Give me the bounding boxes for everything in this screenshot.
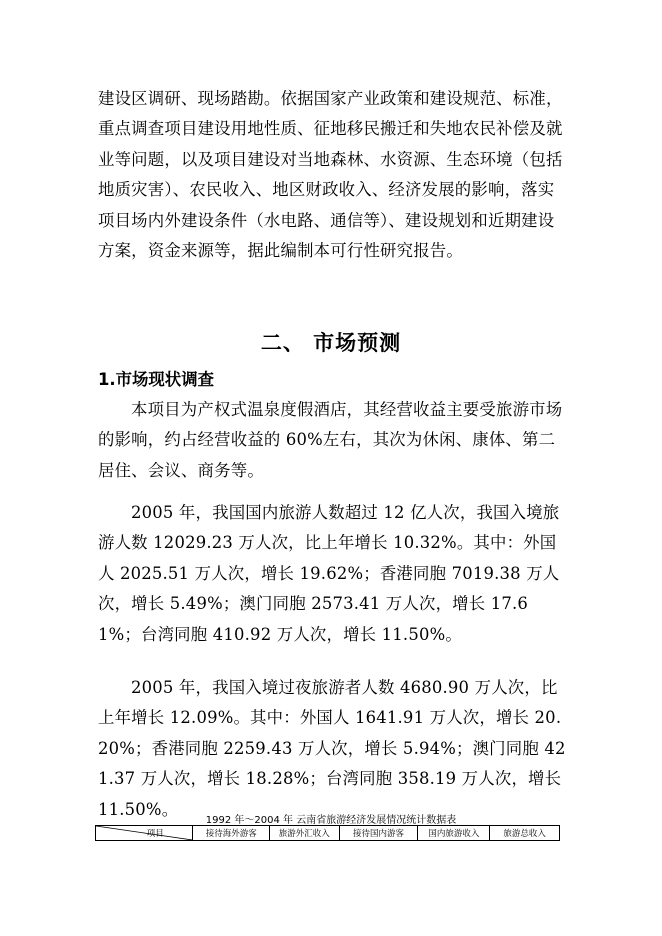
header-label: 项目 [146,829,164,839]
header-cell: 旅游总收入 [490,826,560,841]
header-cell: 接待国内游客 [339,826,418,841]
header-cell: 接待海外游客 [193,826,270,841]
header-cell-item [96,826,193,841]
intro-paragraph: 建设区调研、现场踏勘。依据国家产业政策和建设规范、标准，重点调查项目建设用地性质、征地移民搬迁和失地农民补偿及就业等问题，以及项目建设对当地森林、水资源、生态环境（包括地质灾害）、农民收入、地区财政收入、经济发展的影响，落实项目场内外建设条件（水电路、通信等）、建设规划和近期建设方案，资金来源等，据此编制本可行性研究报告。 [98,89,563,261]
table-header-row [96,826,560,841]
section-title: 二、 市场预测 [260,331,402,355]
subsection-title: 1.市场现状调查 [98,370,214,389]
table-caption: 1992 年～2004 年 云南省旅游经济发展情况统计数据表 [205,815,457,826]
body-paragraph-3: 2005 年，我国入境过夜旅游者人数 4680.90 万人次，比上年增长 12.09%。其中：外国人 1641.91 万人次，增长 20.20%；香港同胞 2259.43 万人次，增长 5.94%；澳门同胞 421.37 万人次，增长 18.28%；台湾同胞 358.19 万人次，增长 11.50%。 [98,678,566,819]
body-paragraph-1: 本项目为产权式温泉度假酒店，其经营收益主要受旅游市场的影响，约占经营收益的 60%左右，其次为休闲、康体、第二居住、会议、商务等。 [98,400,563,480]
header-cell: 旅游外汇收入 [269,826,339,841]
statistics-table [95,825,560,841]
header-cell: 国内旅游收入 [418,826,490,841]
body-paragraph-2: 2005 年，我国国内旅游人数超过 12 亿人次，我国入境旅游人数 12029.23 万人次，比上年增长 10.32%。其中：外国人 2025.51 万人次，增长 19.62%；香港同胞 7019.38 万人次，增长 5.49%；澳门同胞 2573.41 万人次，增长 17.61%；台湾同胞 410.92 万人次，增长 11.50%。 [98,503,560,644]
